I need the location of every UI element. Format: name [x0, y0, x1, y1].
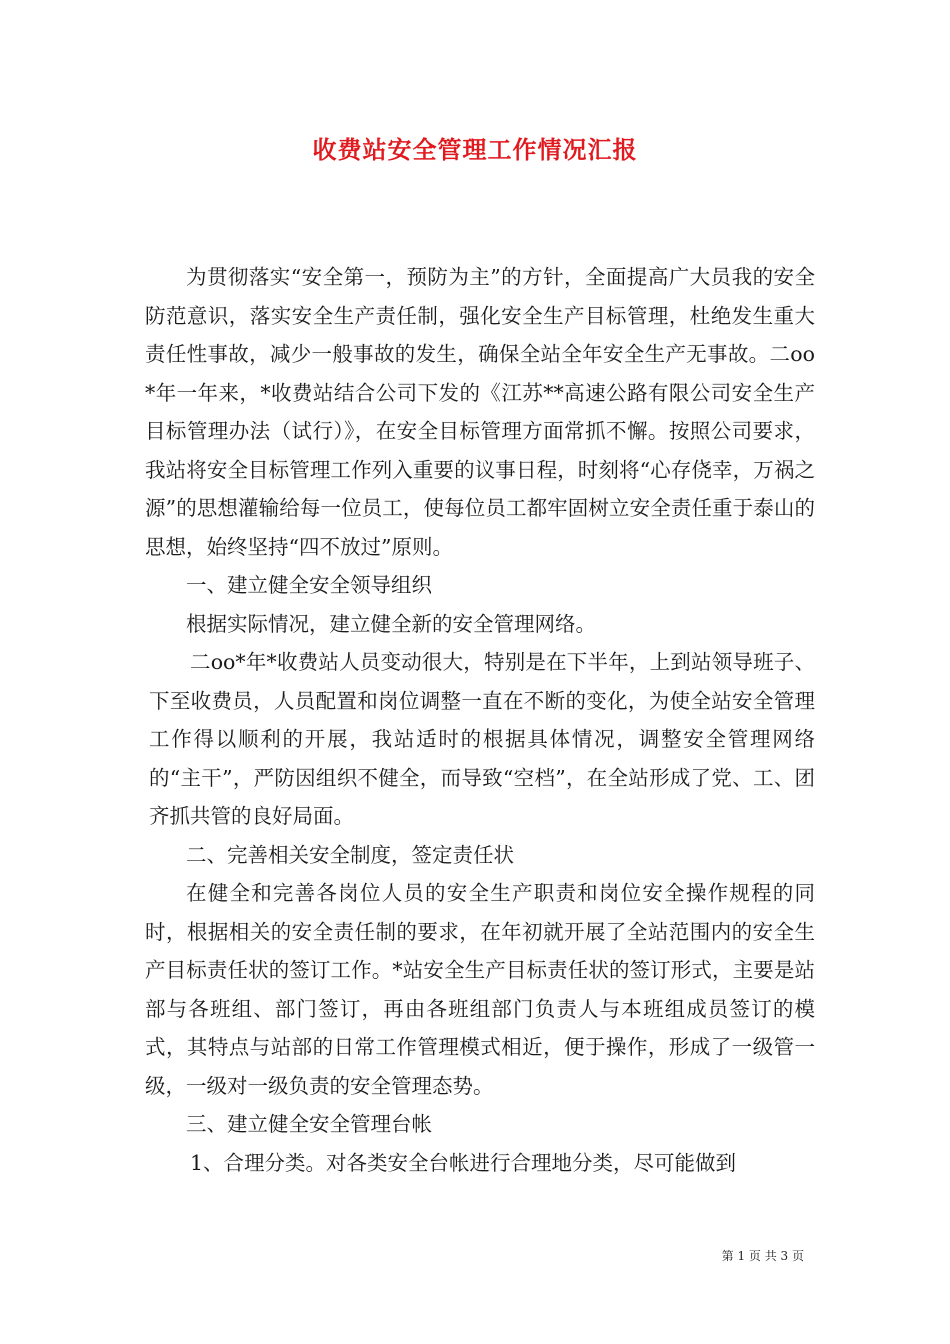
section-heading-1: 一、建立健全安全领导组织 — [186, 573, 432, 597]
section-heading-3: 三、建立健全安全管理台帐 — [186, 1112, 432, 1136]
paragraph: 1、合理分类。对各类安全台帐进行合理地分类，尽可能做到 — [190, 1150, 737, 1175]
paragraph: 根据实际情况，建立健全新的安全管理网络。 — [186, 611, 596, 636]
page-number: 第 1 页 共 3 页 — [721, 1249, 804, 1263]
section-heading-2: 二、完善相关安全制度，签定责任状 — [186, 842, 514, 867]
page-title: 收费站安全管理工作情况汇报 — [312, 135, 638, 164]
paragraph: 二oo*年*收费站人员变动很大，特别是在下半年，上到站领导班子、下至收费员，人员配置和岗位调整一直在不断的变化，为使全站安全管理工作得以顺利的开展，我站适时的根据具体情况，调整安全管理网络的“主干”，严防因组织不健全，而导致“空档”，在全站形成了党、工、团齐抓共管的良好局面。 — [149, 650, 815, 828]
paragraph-intro: 为贯彻落实“安全第一，预防为主”的方针，全面提高广大员我的安全防范意识，落实安全生产责任制，强化安全生产目标管理，杜绝发生重大责任性事故，减少一般事故的发生，确保全站全年安全生产无事故。二oo*年一年来，*收费站结合公司下发的《江苏**高速公路有限公司安全生产目标管理办法（试行）》，在安全目标管理方面常抓不懈。按照公司要求，我站将安全目标管理工作列入重要的议事日程，时刻将“心存侥幸，万祸之源”的思想灌输给每一位员工，使每位员工都牢固树立安全责任重于泰山的思想，始终坚持“四不放过”原则。 — [145, 265, 815, 559]
paragraph: 在健全和完善各岗位人员的安全生产职责和岗位安全操作规程的同时，根据相关的安全责任制的要求，在年初就开展了全站范围内的安全生产目标责任状的签订工作。*站安全生产目标责任状的签订形式，主要是站部与各班组、部门签订，再由各班组部门负责人与本班组成员签订的模式，其特点与站部的日常工作管理模式相近，便于操作，形成了一级管一级，一级对一级负责的安全管理态势。 — [145, 881, 815, 1098]
document-body — [145, 258, 815, 1182]
